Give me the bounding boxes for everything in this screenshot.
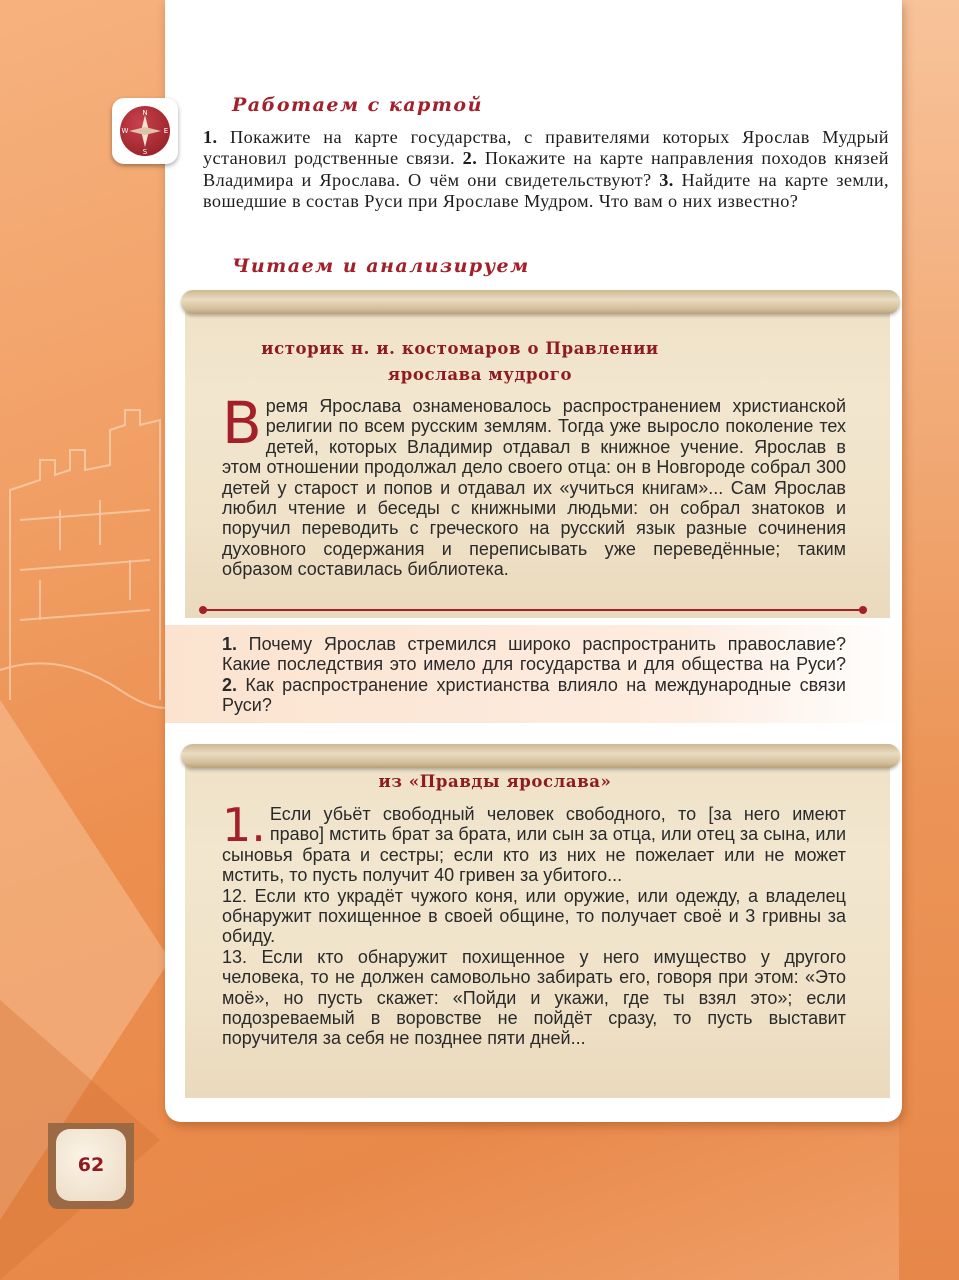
castle-sketch-illustration — [0, 370, 190, 730]
scroll-title-pravda: из «Правды ярослава» — [378, 772, 612, 791]
page-number: 62 — [56, 1129, 126, 1201]
scroll-title-line2: ярослава мудрого — [387, 365, 573, 384]
read-section-heading: Читаем и анализируем — [232, 255, 530, 277]
pravda-article-13: 13. Если кто обнаружит похищенное у него имущество у другого человека, то не должен самовольно забирать его, говоря при этом: «Это моё», но пусть скажет: «Пойди и укажи, где ты взял это»; если подозреваемый в воровстве не пойдёт сразу, то пусть выставит поручителя за себя не позднее пяти дней... — [222, 946, 846, 1049]
section-divider — [203, 609, 863, 611]
background-decoration — [899, 0, 959, 1280]
map-section-heading: Работаем с картой — [232, 94, 483, 116]
questions-text: 1. Почему Ярослав стремился широко распространить православие? Какие последствия это имело для государства и для общества на Руси? 2. Как распространение христианства влияло на международные связи Руси? — [222, 634, 846, 716]
svg-text:S: S — [142, 148, 148, 156]
dropcap-number: 1. — [222, 798, 266, 852]
svg-text:N: N — [142, 109, 148, 117]
scroll-roll — [181, 744, 900, 768]
page-number-badge — [48, 1123, 134, 1209]
svg-text:E: E — [163, 127, 169, 135]
pravda-article-1: 1. Если убьёт свободный человек свободного, то [за него имеют право] мстить брат за брата, или сын за отца, или отец за сына, или сыновья брата и сестры; если кто из них не пожелает или не может мстить, то пусть получит 40 гривен за убитого... — [222, 798, 846, 886]
svg-text:W: W — [121, 127, 129, 135]
pravda-article-12: 12. Если кто украдёт чужого коня, или оружие, или одежду, а владелец обнаружит похищенное в своей общине, то получает своё и 3 гривны за обиду. — [222, 885, 846, 947]
pravda-text — [222, 798, 846, 1049]
dropcap-letter: В — [222, 389, 262, 457]
scroll-title-line1: историк н. и. костомаров о Правлении — [261, 339, 659, 358]
kostomarov-text: Время Ярослава ознаменовалось распространением христианской религии по всем русским землям. Тогда уже выросло поколение тех детей, которых Владимир отдавал в книжное учение. Ярослав в этом отношении продолжал дело своего отца: он в Новгороде собрал 300 детей у старост и попов и отдавал их «учиться книгам»... Сам Ярослав любил чтение и беседы с книжными людьми: он собрал знатоков и поручил переводить с греческого на русский язык разные сочинения духовного содержания и переписывать уже переведённые; таким образом составилась библиотека. — [222, 389, 846, 580]
map-tasks-paragraph: 1. Покажите на карте государства, с правителями которых Ярослав Мудрый установил родственные связи. 2. Покажите на карте направления походов князей Владимира и Ярослава. О чём они свидетельствуют? 3. Найдите на карте земли, вошедшие в состав Руси при Ярославе Мудром. Что вам о них известно? — [203, 127, 890, 211]
scroll-roll — [181, 290, 900, 314]
compass-icon — [112, 98, 178, 164]
